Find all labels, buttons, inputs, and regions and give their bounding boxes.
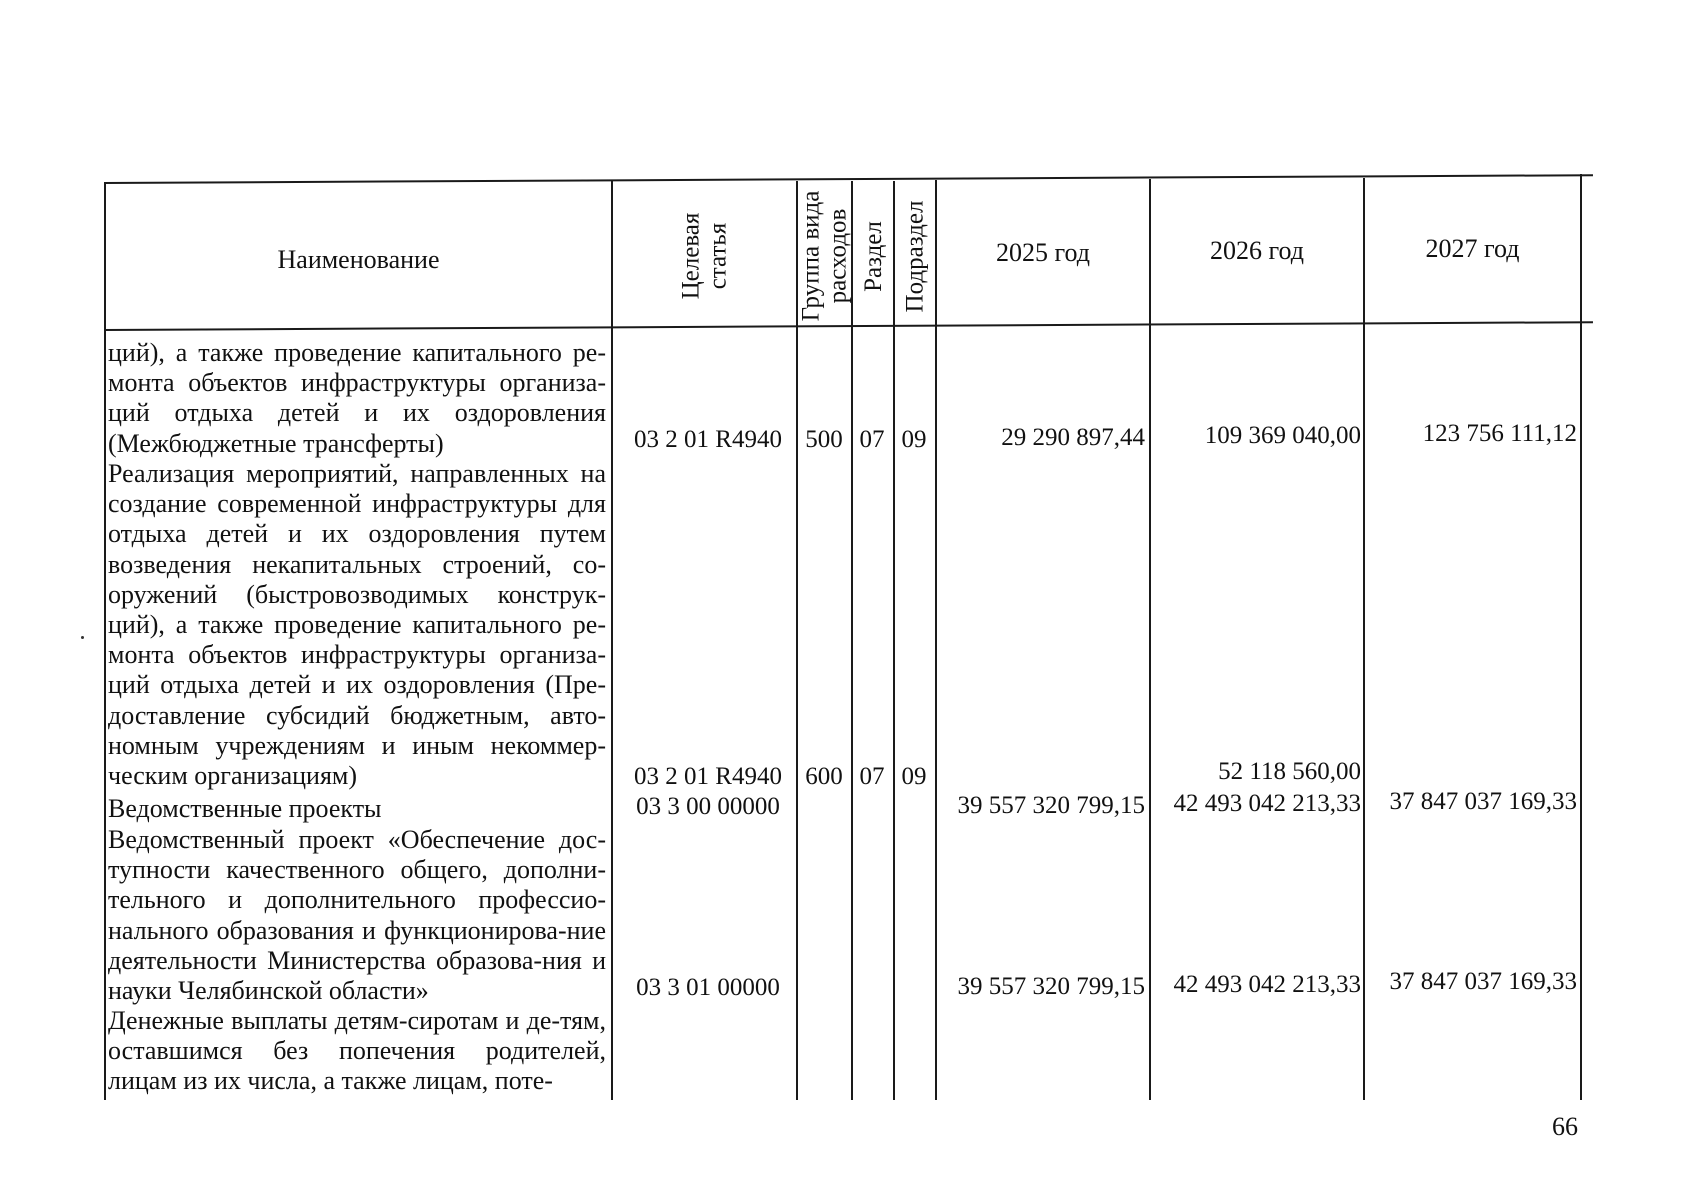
header-section-label: Раздел bbox=[859, 220, 887, 292]
header-name: Наименование bbox=[277, 245, 440, 274]
header-target-article bbox=[613, 183, 796, 329]
table-row-1-group: 500 bbox=[805, 426, 843, 453]
table-row-3-2025: 39 557 320 799,15 bbox=[957, 792, 1145, 819]
header-subsection bbox=[895, 183, 935, 329]
table-row-1-subsection: 09 bbox=[901, 426, 927, 453]
scan-speck bbox=[81, 636, 84, 639]
table-row-3-2026: 42 493 042 213,33 bbox=[1173, 790, 1361, 817]
table-row-2-code: 03 2 01 R4940 bbox=[634, 763, 782, 790]
table-row-4-2027: 37 847 037 169,33 bbox=[1389, 968, 1577, 995]
page-number: 66 bbox=[1552, 1112, 1578, 1141]
table-row-2-group: 600 bbox=[805, 763, 843, 790]
table-row-5-name: Денежные выплаты детям-сиротам и де-тям, оставшимся без попечения родителей, лицам из их числа, а также лицам, поте- bbox=[108, 1006, 606, 1096]
table-row-2-subsection: 09 bbox=[901, 763, 927, 790]
table-row-4-name: Ведомственный проект «Обеспечение дос-тупности качественного общего, дополни-тельного и дополнительного профессио-нального образования и функционирова-ние деятельности Министерства образова-ния и науки Челябинской области» bbox=[108, 825, 606, 1006]
table-row-2-section: 07 bbox=[859, 763, 885, 790]
table-row-3-code: 03 3 00 00000 bbox=[636, 793, 780, 820]
col-border-left bbox=[104, 183, 106, 1100]
table-row-4-code: 03 3 01 00000 bbox=[636, 974, 780, 1001]
header-expense-group bbox=[798, 183, 851, 329]
col-border-subsection bbox=[935, 180, 937, 1100]
header-2026: 2026 год bbox=[1210, 236, 1304, 265]
table-row-1-2025: 29 290 897,44 bbox=[1001, 424, 1145, 451]
table-row-1-2027: 123 756 111,12 bbox=[1422, 420, 1577, 447]
col-border-2026 bbox=[1363, 178, 1365, 1100]
header-2027: 2027 год bbox=[1425, 234, 1520, 263]
table-row-2-name: Реализация мероприятий, направленных на создание современной инфраструктуры для отдыха детей и их оздоровления путем возведения некапитальных строений, со-оружений (быстровозводимых конструк-ций), а также проведение капитального ре-монта объектов инфраструктуры организа-ций отдыха детей и их оздоровления (Пре-доставление субсидий бюджетным, авто-номным учреждениям и иным некоммер-ческим организациям) bbox=[108, 459, 606, 791]
table-row-1-2026: 109 369 040,00 bbox=[1204, 422, 1361, 449]
table-row-1-section: 07 bbox=[859, 426, 885, 453]
header-group-line1: Группа вида bbox=[797, 190, 825, 322]
col-border-2025 bbox=[1149, 179, 1151, 1100]
header-2025: 2025 год bbox=[996, 238, 1090, 267]
table-row-4-2025: 39 557 320 799,15 bbox=[957, 973, 1145, 1000]
table-row-4-2026: 42 493 042 213,33 bbox=[1173, 971, 1361, 998]
table-row-2-2026: 52 118 560,00 bbox=[1218, 758, 1361, 785]
header-group-line2: расходов bbox=[824, 208, 852, 304]
table-row-3-name: Ведомственные проекты bbox=[108, 794, 382, 823]
col-border-right bbox=[1580, 174, 1582, 1100]
table-row-3-2027: 37 847 037 169,33 bbox=[1389, 788, 1577, 815]
table-row-1-code: 03 2 01 R4940 bbox=[634, 426, 782, 453]
header-section bbox=[853, 183, 893, 329]
header-target-line1: Целевая bbox=[677, 212, 705, 300]
table-row-1-name: ций), а также проведение капитального ре-монта объектов инфраструктуры организа-ций отдыха детей и их оздоровления (Межбюджетные трансферты) bbox=[108, 338, 606, 458]
header-subsection-label: Подраздел bbox=[901, 200, 929, 312]
header-target-line2: статья bbox=[704, 222, 732, 290]
